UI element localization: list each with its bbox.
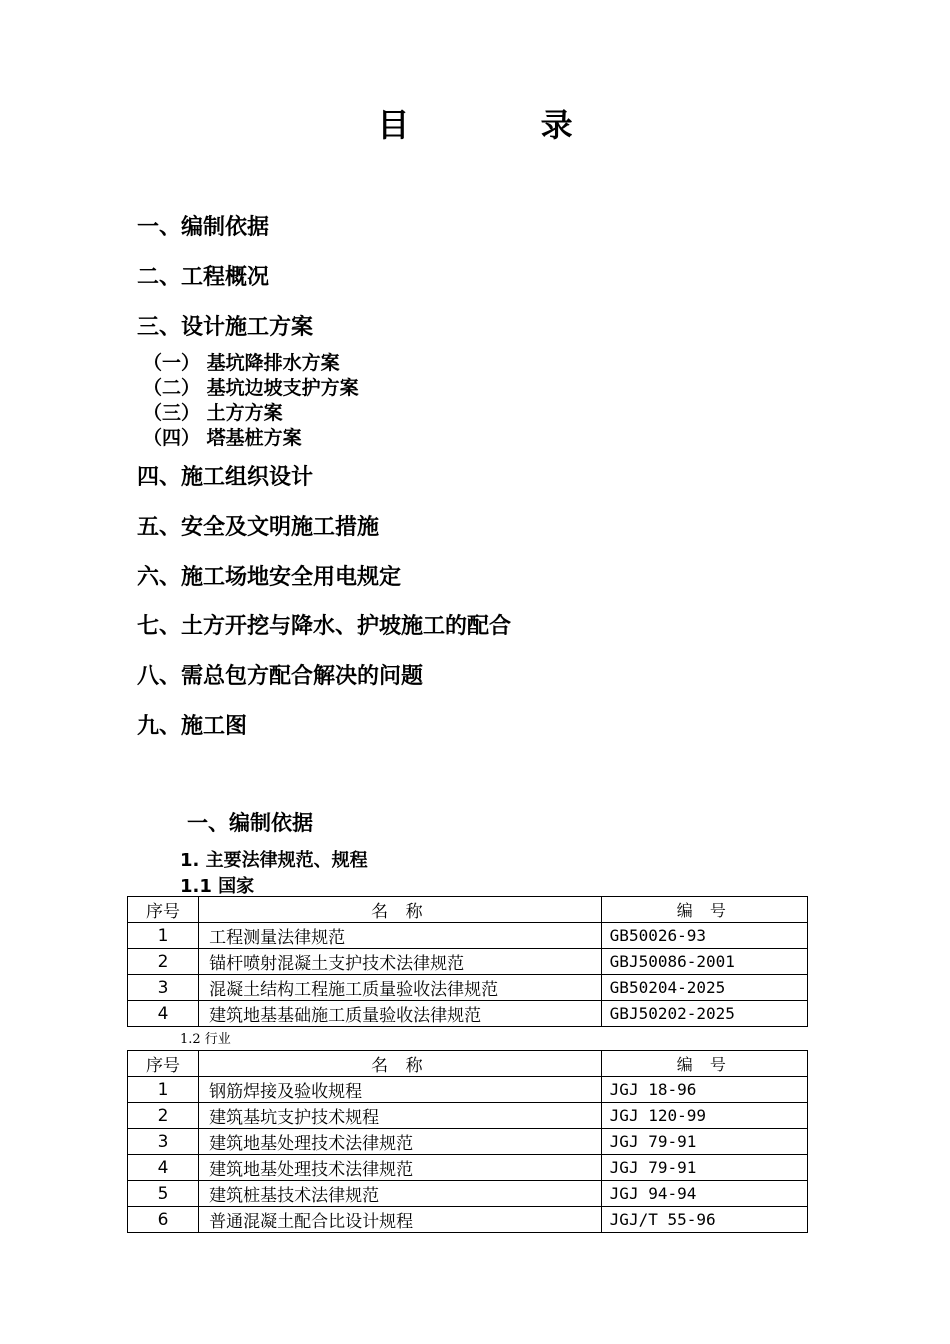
toc-item-7[interactable]: 七、土方开挖与降水、护坡施工的配合: [137, 614, 512, 639]
table-header-row: [128, 897, 808, 923]
row-code: JGJ 18-96: [601, 1077, 807, 1103]
section-heading: 一、编制依据: [187, 811, 313, 835]
row-code: JGJ 79-91: [601, 1129, 807, 1155]
row-no: 3: [128, 975, 199, 1001]
row-name: 工程测量法律规范: [199, 923, 602, 949]
table-row: [128, 1129, 808, 1155]
row-no: 5: [128, 1181, 199, 1207]
table-header-row: [128, 1051, 808, 1077]
row-name: 建筑基坑支护技术规程: [199, 1103, 602, 1129]
toc-item-8[interactable]: 八、需总包方配合解决的问题: [137, 664, 424, 689]
toc-item-5[interactable]: 五、安全及文明施工措施: [137, 515, 380, 540]
row-no: 2: [128, 949, 199, 975]
header-code: 编 号: [601, 1051, 807, 1077]
table-row: [128, 949, 808, 975]
row-name: 钢筋焊接及验收规程: [199, 1077, 602, 1103]
toc-item-4[interactable]: 四、施工组织设计: [137, 465, 314, 490]
row-code: GBJ50086-2001: [601, 949, 807, 975]
header-name: 名 称: [199, 897, 602, 923]
header-no: 序号: [128, 1051, 199, 1077]
industry-heading: 1.2 行业: [180, 1032, 231, 1047]
row-code: JGJ 79-91: [601, 1155, 807, 1181]
row-code: JGJ 120-99: [601, 1103, 807, 1129]
table-row: [128, 923, 808, 949]
national-heading: 1.1 国家: [180, 876, 255, 897]
page-title: 目 录: [377, 106, 633, 144]
row-code: GBJ50202-2025: [601, 1001, 807, 1027]
row-no: 2: [128, 1103, 199, 1129]
table-row: [128, 975, 808, 1001]
toc-item-6[interactable]: 六、施工场地安全用电规定: [137, 565, 402, 590]
toc-item-3[interactable]: 三、设计施工方案: [137, 315, 314, 340]
toc-item-1[interactable]: 一、编制依据: [137, 215, 270, 240]
row-code: JGJ 94-94: [601, 1181, 807, 1207]
toc-subitem-3-3[interactable]: （三） 土方方案: [143, 402, 283, 424]
table-row: [128, 1207, 808, 1233]
row-name: 普通混凝土配合比设计规程: [199, 1207, 602, 1233]
row-code: JGJ/T 55-96: [601, 1207, 807, 1233]
row-name: 建筑地基处理技术法律规范: [199, 1155, 602, 1181]
row-no: 4: [128, 1001, 199, 1027]
table-row: [128, 1155, 808, 1181]
table-row: [128, 1077, 808, 1103]
header-code: 编 号: [601, 897, 807, 923]
row-name: 混凝土结构工程施工质量验收法律规范: [199, 975, 602, 1001]
toc-item-9[interactable]: 九、施工图: [137, 714, 248, 739]
row-name: 建筑地基处理技术法律规范: [199, 1129, 602, 1155]
toc-subitem-3-1[interactable]: （一） 基坑降排水方案: [143, 352, 340, 374]
row-code: GB50204-2025: [601, 975, 807, 1001]
header-name: 名 称: [199, 1051, 602, 1077]
row-no: 4: [128, 1155, 199, 1181]
row-name: 建筑桩基技术法律规范: [199, 1181, 602, 1207]
industry-standards-table: [127, 1050, 808, 1233]
table-row: [128, 1001, 808, 1027]
national-standards-table: [127, 896, 808, 1027]
table-row: [128, 1181, 808, 1207]
table-row: [128, 1103, 808, 1129]
subsection-heading: 1. 主要法律规范、规程: [180, 850, 368, 871]
row-name: 锚杆喷射混凝土支护技术法律规范: [199, 949, 602, 975]
row-no: 1: [128, 923, 199, 949]
toc-subitem-3-4[interactable]: （四） 塔基桩方案: [143, 427, 302, 449]
row-no: 3: [128, 1129, 199, 1155]
row-name: 建筑地基基础施工质量验收法律规范: [199, 1001, 602, 1027]
header-no: 序号: [128, 897, 199, 923]
toc-item-2[interactable]: 二、工程概况: [137, 265, 270, 290]
row-no: 6: [128, 1207, 199, 1233]
row-no: 1: [128, 1077, 199, 1103]
row-code: GB50026-93: [601, 923, 807, 949]
toc-subitem-3-2[interactable]: （二） 基坑边坡支护方案: [143, 377, 359, 399]
